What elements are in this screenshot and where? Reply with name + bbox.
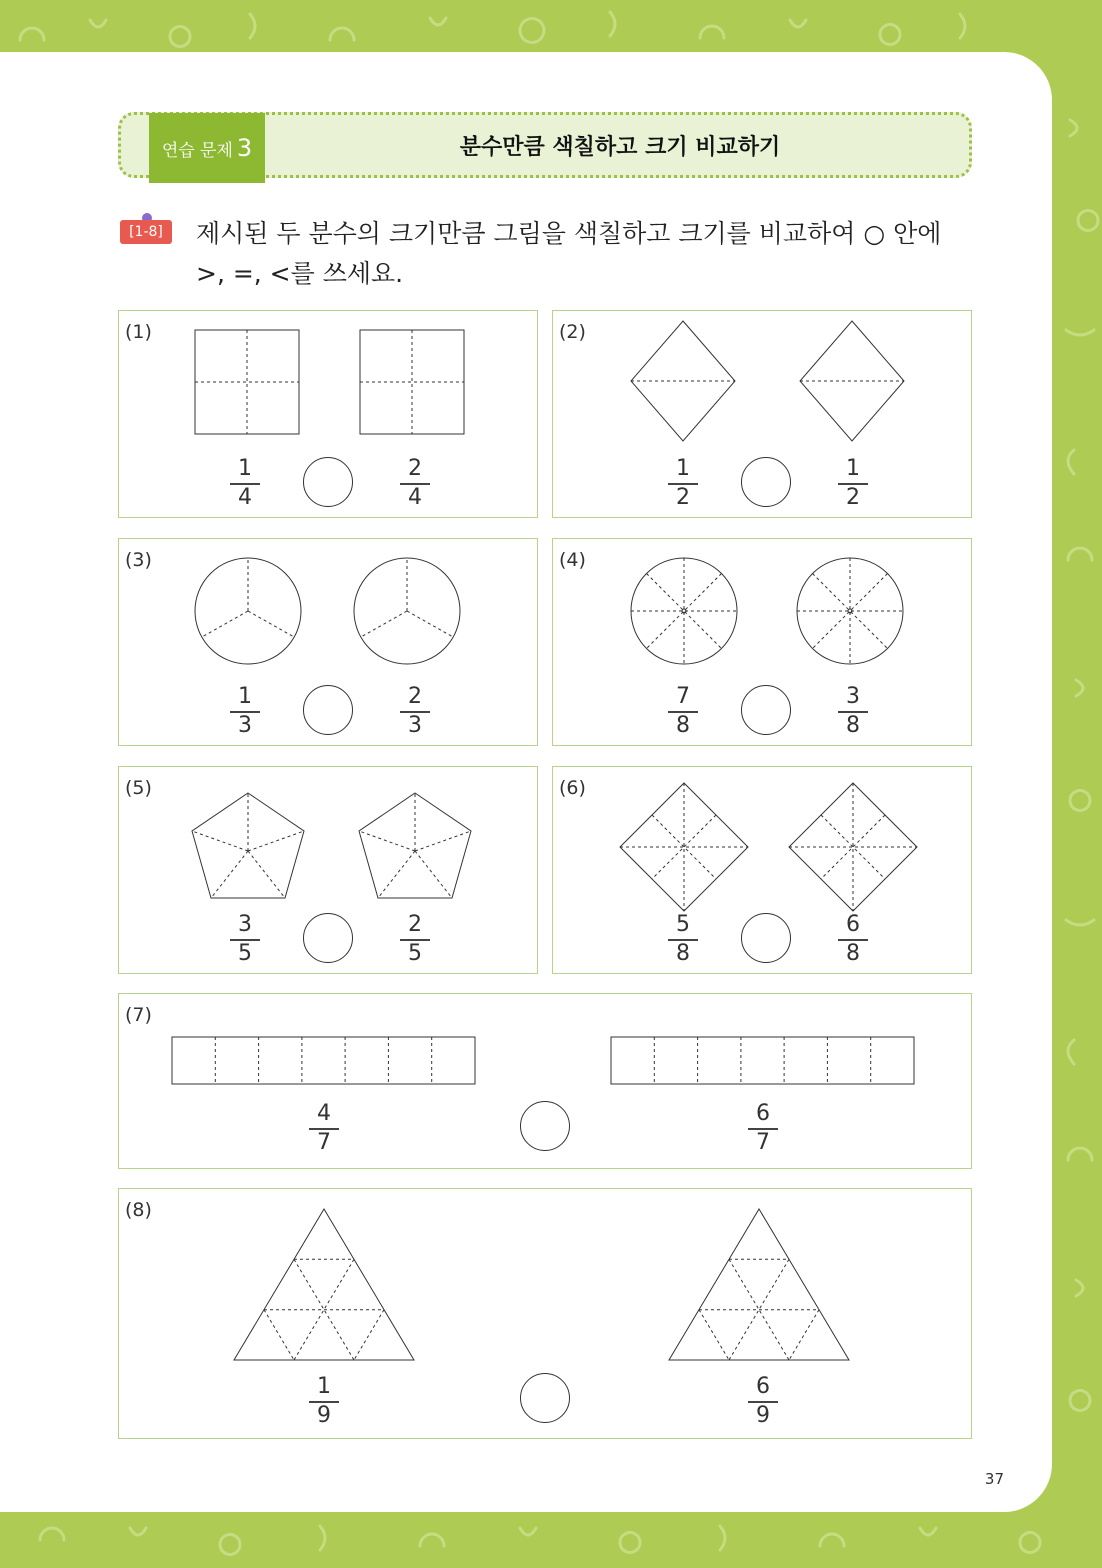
problem-label: (1) [125,321,152,343]
bar-left[interactable] [172,1037,475,1084]
answer-circle[interactable] [741,457,791,507]
fraction-left: 1 9 [294,1375,354,1428]
section-tag [149,113,265,183]
instruction-text [196,214,986,294]
fraction-right: 1 2 [823,457,883,510]
problem-8 [118,1188,972,1439]
answer-circle[interactable] [303,457,353,507]
circle-left[interactable] [631,558,737,664]
problem-7 [118,993,972,1169]
square-left[interactable] [195,330,299,434]
instruction-line-2: >, =, <를 쓰세요. [196,259,404,288]
section-header [118,112,972,178]
triangle-left[interactable] [234,1209,414,1360]
fraction-right: 6 8 [823,913,883,966]
fraction-right: 2 5 [385,913,445,966]
circle-right[interactable] [354,558,460,664]
problem-label: (5) [125,777,152,799]
answer-circle[interactable] [741,913,791,963]
fraction-left: 1 3 [215,685,275,738]
problem-6 [552,766,972,974]
answer-circle[interactable] [520,1101,570,1151]
problem-label: (3) [125,549,152,571]
circle-right[interactable] [797,558,903,664]
tag-number: 3 [236,134,253,162]
pentagon-right[interactable] [359,793,471,898]
fraction-left: 3 5 [215,913,275,966]
fraction-left: 7 8 [653,685,713,738]
fraction-right: 3 8 [823,685,883,738]
fraction-right: 2 3 [385,685,445,738]
answer-circle[interactable] [303,685,353,735]
problem-label: (6) [559,777,586,799]
fraction-left: 4 7 [294,1102,354,1155]
answer-circle[interactable] [741,685,791,735]
bar-right[interactable] [611,1037,914,1084]
fraction-right: 6 9 [733,1375,793,1428]
diamond-left[interactable] [631,321,735,441]
problem-label: (4) [559,549,586,571]
problem-2 [552,310,972,518]
fraction-left: 1 4 [215,457,275,510]
diamond-left[interactable] [620,783,748,911]
problem-3 [118,538,538,746]
pentagon-left[interactable] [192,793,304,898]
triangle-right[interactable] [669,1209,849,1360]
fraction-left: 5 8 [653,913,713,966]
problem-label: (8) [125,1199,152,1221]
instruction-line-1: 제시된 두 분수의 크기만큼 그림을 색칠하고 크기를 비교하여 ○ 안에 [196,219,942,248]
problem-label: (2) [559,321,586,343]
fraction-right: 2 4 [385,457,445,510]
page-number: 37 [984,1470,1004,1488]
tag-label: 연습 문제 [161,140,233,161]
problem-label: (7) [125,1004,152,1026]
square-right[interactable] [360,330,464,434]
fraction-right: 6 7 [733,1102,793,1155]
diamond-right[interactable] [789,783,917,911]
fraction-left: 1 2 [653,457,713,510]
page-title: 분수만큼 색칠하고 크기 비교하기 [459,134,781,160]
problem-range-badge: [1-8] [120,220,172,244]
problem-1 [118,310,538,518]
problem-4 [552,538,972,746]
circle-left[interactable] [195,558,301,664]
problem-5 [118,766,538,974]
answer-circle[interactable] [520,1373,570,1423]
diamond-right[interactable] [800,321,904,441]
answer-circle[interactable] [303,913,353,963]
